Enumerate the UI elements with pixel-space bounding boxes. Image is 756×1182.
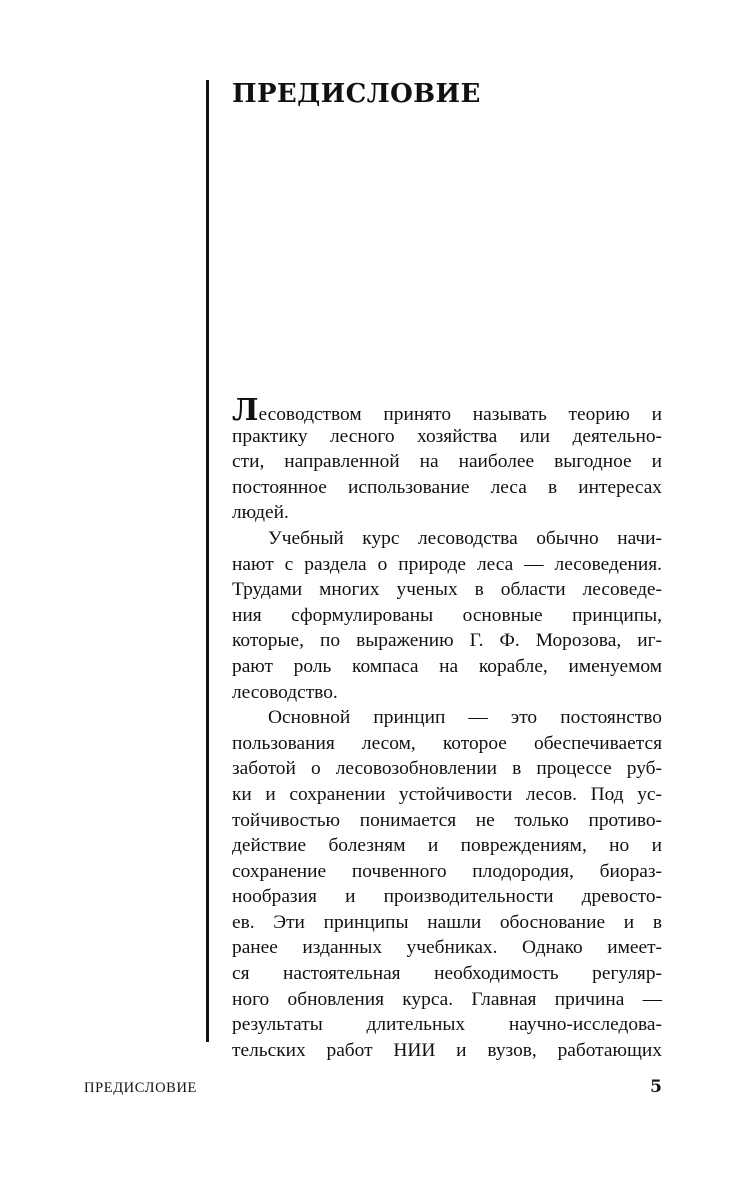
text-line: рают роль компаса на корабле, именуемом [232, 655, 662, 677]
body-text [232, 393, 662, 1063]
text-line: людей. [232, 502, 289, 524]
text-line: пользования лесом, которое обеспечивается [232, 732, 662, 754]
page-number: 5 [650, 1077, 662, 1097]
text-line: лесоводство. [232, 681, 338, 703]
text-line: тойчивостью понимается не только противо- [232, 809, 662, 831]
text-line: Основной принцип — это постоянство [268, 707, 662, 729]
vertical-rule [206, 80, 209, 1042]
text-line: ев. Эти принципы нашли обоснование и в [232, 911, 662, 933]
text-line [232, 393, 662, 428]
text-line: заботой о лесовозобновлении в процессе руб- [232, 758, 662, 780]
running-head: ПРЕДИСЛОВИЕ [84, 1080, 197, 1096]
text-line: нают с раздела о природе леса — лесоведения. [232, 553, 662, 575]
text-line: Трудами многих ученых в области лесоведе- [232, 579, 662, 601]
text-line: сохранение почвенного плодородия, биораз- [232, 860, 662, 882]
text-line: сти, направленной на наиболее выгодное и [232, 451, 662, 473]
text-line: ного обновления курса. Главная причина — [232, 988, 662, 1010]
text-line: ки и сохранении устойчивости лесов. Под ус- [232, 783, 662, 805]
text-line: ния сформулированы основные принципы, [232, 604, 662, 626]
text-line: ранее изданных учебниках. Однако имеет- [232, 937, 662, 959]
text-line: действие болезням и повреждениям, но и [232, 835, 662, 857]
text-line: нообразия и производительности древосто- [232, 886, 662, 908]
text-line: тельских работ НИИ и вузов, работающих [232, 1039, 662, 1061]
text-line: которые, по выражению Г. Ф. Морозова, иг- [232, 630, 662, 652]
text-line-content: есоводством принято называть теорию и [258, 404, 662, 425]
page-title: ПРЕДИСЛОВИЕ [232, 79, 481, 109]
text-line: постоянное использование леса в интересах [232, 476, 662, 498]
text-line: ся настоятельная необходимость регуляр- [232, 963, 662, 985]
text-line: Учебный курс лесоводства обычно начи- [268, 527, 662, 549]
text-line: результаты длительных научно-исследова- [232, 1014, 662, 1036]
drop-cap: Л [232, 393, 259, 428]
text-line: практику лесного хозяйства или деятельно- [232, 425, 662, 447]
